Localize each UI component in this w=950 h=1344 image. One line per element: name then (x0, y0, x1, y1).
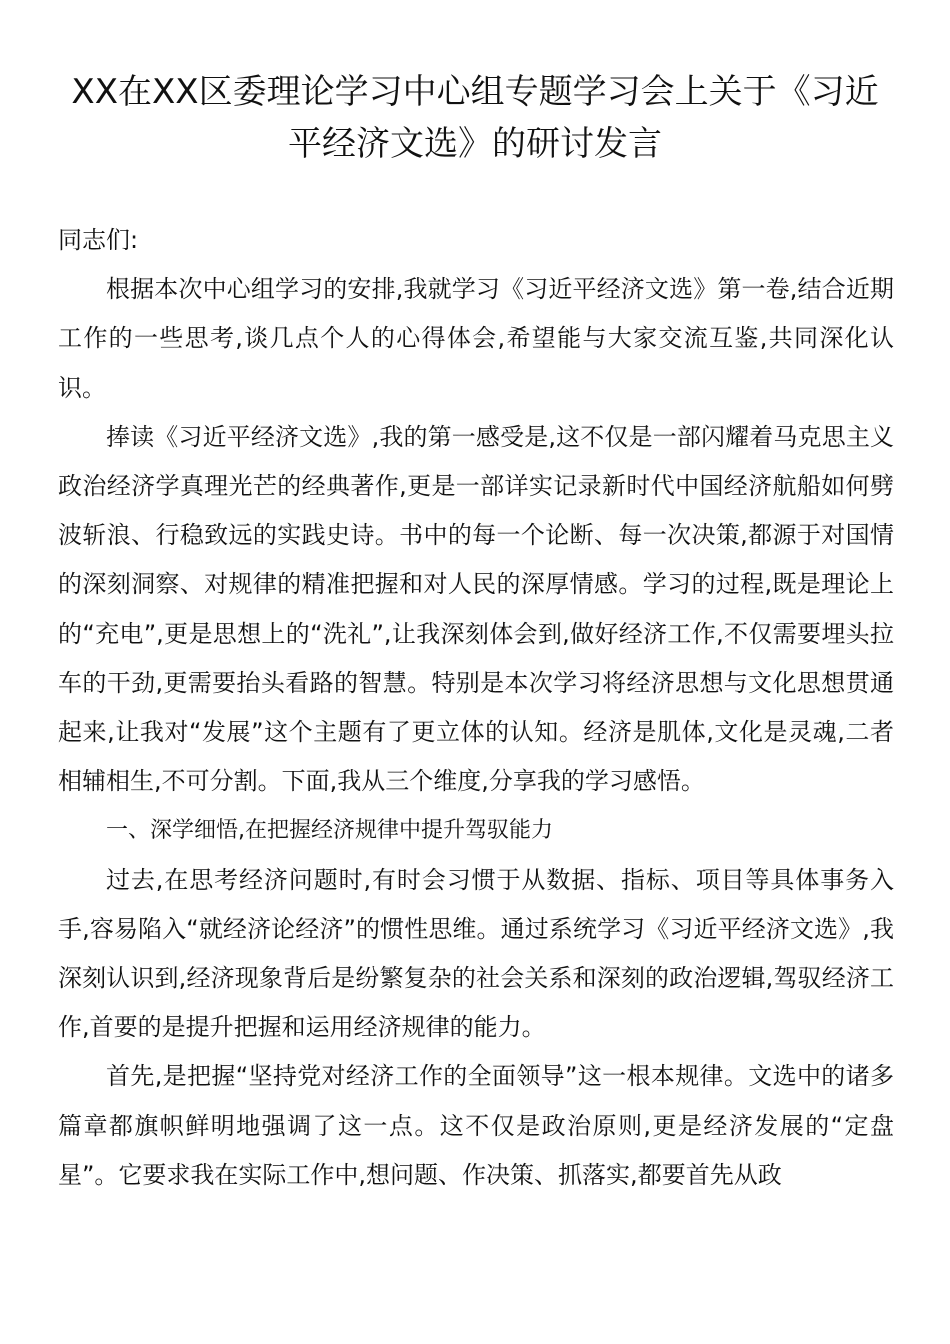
paragraph-intro: 根据本次中心组学习的安排,我就学习《习近平经济文选》第一卷,结合近期工作的一些思考,谈几点个人的心得体会,希望能与大家交流互鉴,共同深化认识。 (58, 275, 894, 402)
paragraph-first-impression: 捧读《习近平经济文选》,我的第一感受是,这不仅是一部闪耀着马克思主义政治经济学真理光芒的经典著作,更是一部详实记录新时代中国经济航船如何劈波斩浪、行稳致远的实践史诗。书中的每一个论断、每一次决策,都源于对国情的深刻洞察、对规律的精准把握和对人民的深厚情感。学习的过程,既是理论上的“充电”,更是思想上的“洗礼”,让我深刻体会到,做好经济工作,不仅需要埋头拉车的干劲,更需要抬头看路的智慧。特别是本次学习将经济思想与文化思想贯通起来,让我对“发展”这个主题有了更立体的认知。经济是肌体,文化是灵魂,二者相辅相生,不可分割。下面,我从三个维度,分享我的学习感悟。 (58, 422, 894, 796)
paragraph-section-1: 过去,在思考经济问题时,有时会习惯于从数据、指标、项目等具体事务入手,容易陷入“就经济论经济”的惯性思维。通过系统学习《习近平经济文选》,我深刻认识到,经济现象背后是纷繁复杂的社会关系和深刻的政治逻辑,驾驭经济工作,首要的是提升把握和运用经济规律的能力。 (58, 865, 894, 1042)
salutation: 同志们: (58, 226, 139, 254)
document-title: XX在XX区委理论学习中心组专题学习会上关于《习近平经济文选》的研讨发言 (71, 72, 879, 164)
paragraph-section-2: 首先,是把握“坚持党对经济工作的全面领导”这一根本规律。文选中的诸多篇章都旗帜鲜明地强调了这一点。这不仅是政治原则,更是经济发展的“定盘星”。它要求我在实际工作中,想问题、作决策、抓落实,都要首先从政 (58, 1062, 894, 1189)
document-body (58, 216, 894, 1200)
section-heading: 一、深学细悟,在把握经济规律中提升驾驭能力 (106, 818, 553, 844)
